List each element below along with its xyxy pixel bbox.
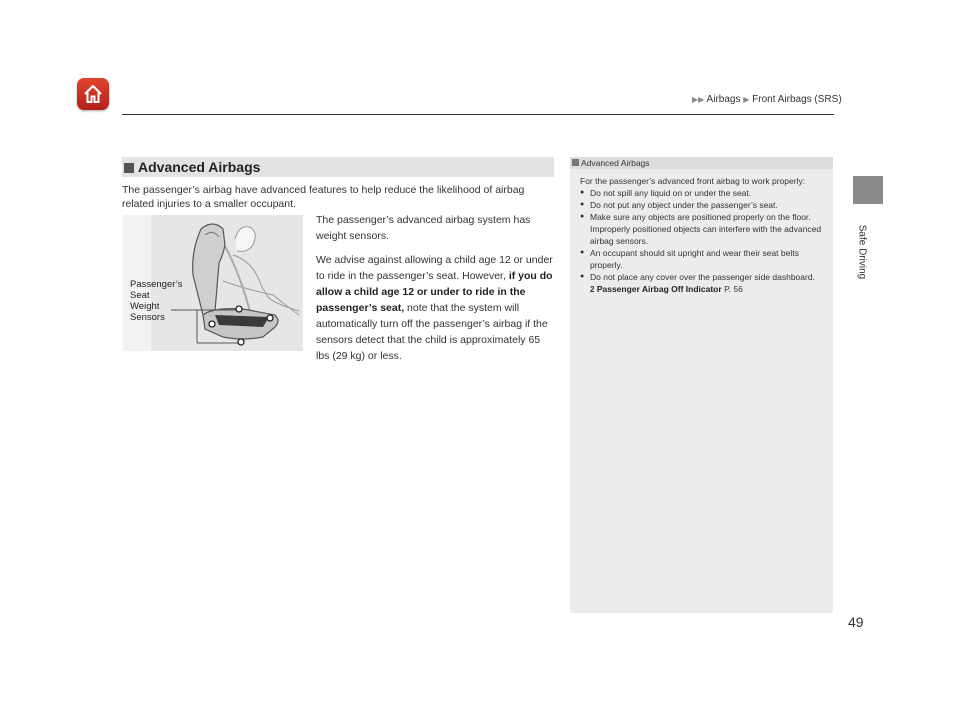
note-icon xyxy=(572,159,579,166)
intro-paragraph: The passenger’s airbag have advanced features to help reduce the likelihood of airbag related injuries to a smaller occupant. xyxy=(122,184,525,210)
paragraph-child-advice: We advise against allowing a child age 12 or under to ride in the passenger’s seat. However, if you do allow a child age 12 or under to ride in the passenger’s seat, note that the system will automatically turn off the passenger’s airbag if the sensors detect that the child is approximately 65 lbs (29 kg) or less. xyxy=(316,254,553,362)
breadcrumb xyxy=(692,94,842,105)
home-icon xyxy=(82,83,104,105)
note-bullets xyxy=(580,187,825,283)
section-title: Advanced Airbags xyxy=(138,159,261,175)
note-intro: For the passenger’s advanced front airbag to work properly: xyxy=(580,176,806,186)
seat-weight-sensor-illustration xyxy=(123,215,303,351)
chapter-tab[interactable] xyxy=(853,176,883,204)
section-header xyxy=(122,157,554,177)
list-item: ● An occupant should sit upright and wear their seat belts properly. xyxy=(580,247,825,271)
list-item: ● Do not place any cover over the passenger side dashboard. xyxy=(580,271,825,283)
weight-sensors-label: Passenger’s Seat Weight Sensors xyxy=(130,279,183,323)
chapter-label: Safe Driving xyxy=(856,224,868,280)
page-number: 49 xyxy=(848,614,864,630)
header-rule xyxy=(122,114,834,115)
cross-reference-link[interactable]: 2 Passenger Airbag Off Indicator P. 56 xyxy=(590,284,743,294)
body-text xyxy=(316,212,556,372)
list-item: ● Do not put any object under the passenger’s seat. xyxy=(580,199,825,211)
triangle-right-icon: ▶ xyxy=(743,95,750,104)
reference-arrow-icon: 2 xyxy=(590,285,595,294)
triangle-right-icon: ▶▶ xyxy=(692,95,705,104)
note-body xyxy=(570,169,833,296)
breadcrumb-item-front-airbags[interactable]: Front Airbags (SRS) xyxy=(752,94,842,105)
paragraph-weight-sensors: The passenger’s advanced airbag system has weight sensors. xyxy=(316,214,531,242)
list-item: ● Do not spill any liquid on or under the seat. xyxy=(580,187,825,199)
home-button[interactable] xyxy=(77,78,109,110)
list-item: ● Make sure any objects are positioned properly on the floor. Improperly positioned objects can interfere with the advanced airbag sensors. xyxy=(580,211,825,247)
side-note-panel xyxy=(570,157,833,613)
square-bullet-icon xyxy=(124,163,134,173)
breadcrumb-item-airbags[interactable]: Airbags xyxy=(706,94,741,105)
note-header: Advanced Airbags xyxy=(570,157,833,169)
